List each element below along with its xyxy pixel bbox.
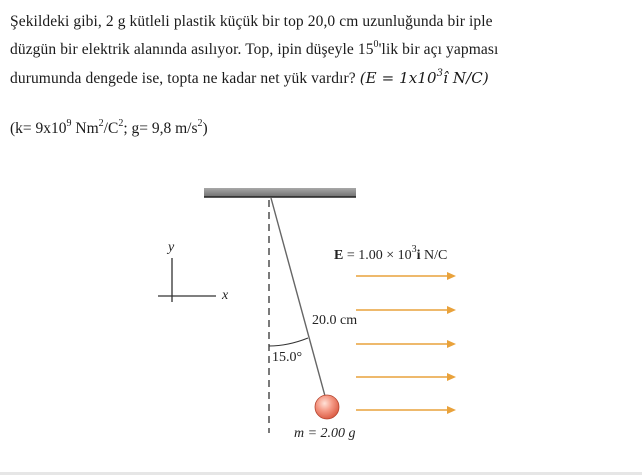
field-arrow-3 xyxy=(356,340,456,348)
field-equation-base: (E = 1x10 xyxy=(359,69,437,87)
angle-exponent: 0 xyxy=(373,38,379,50)
x-axis-label: x xyxy=(222,288,229,303)
charged-ball xyxy=(315,395,339,419)
field-label-exponent: 3 xyxy=(411,244,417,256)
k-constant: (k= 9x10 xyxy=(10,120,67,137)
pendulum-string xyxy=(271,198,325,396)
field-label-value: = 1.00 × 10 xyxy=(343,248,412,263)
field-label xyxy=(334,244,448,264)
angle-label: 15.0° xyxy=(272,350,303,365)
field-label-unit-vector: i xyxy=(416,248,421,263)
k-unit-exponent: 2 xyxy=(98,117,104,129)
field-arrow-2 xyxy=(356,306,456,314)
question-line-3 xyxy=(10,64,635,93)
question-line-2 xyxy=(10,36,635,64)
ceiling-support xyxy=(204,188,356,197)
question-line-2-rest: 'lik bir açı yapması xyxy=(378,41,499,58)
k-unit-divisor-exponent: 2 xyxy=(118,117,124,129)
angle-arc xyxy=(269,338,308,346)
string-length-label: 20.0 cm xyxy=(312,313,358,328)
field-equation xyxy=(360,69,489,87)
field-equation-unit: î N/C) xyxy=(443,69,489,87)
electric-field-arrows xyxy=(356,272,456,414)
question-text xyxy=(10,8,635,93)
pendulum-figure xyxy=(150,178,490,458)
k-exponent: 9 xyxy=(66,117,72,129)
given-constants xyxy=(10,118,208,140)
k-unit-divisor: /C xyxy=(103,120,119,137)
field-label-unit: N/C xyxy=(420,248,448,263)
field-equation-exponent: 3 xyxy=(436,68,444,79)
field-arrow-4 xyxy=(356,373,456,381)
field-arrow-5 xyxy=(356,406,456,414)
field-symbol: E xyxy=(334,248,344,263)
mass-label: m = 2.00 g xyxy=(294,426,356,441)
g-exponent: 2 xyxy=(197,117,203,129)
question-line-1: Şekildeki gibi, 2 g kütleli plastik küçük bir top 20,0 cm uzunluğunda bir iple xyxy=(10,13,493,30)
question-line-3-text: durumunda dengede ise, topta ne kadar net yük vardır? xyxy=(10,70,360,87)
y-axis-label: y xyxy=(168,240,175,255)
g-constant: ; g= 9,8 m/s xyxy=(123,120,198,137)
k-unit: Nm xyxy=(71,120,99,137)
axis-icon xyxy=(158,258,216,302)
constants-close: ) xyxy=(202,120,208,137)
field-arrow-1 xyxy=(356,272,456,280)
question-line-2-text: düzgün bir elektrik alanında asılıyor. Top, ipin düşeyle 15 xyxy=(10,41,374,58)
